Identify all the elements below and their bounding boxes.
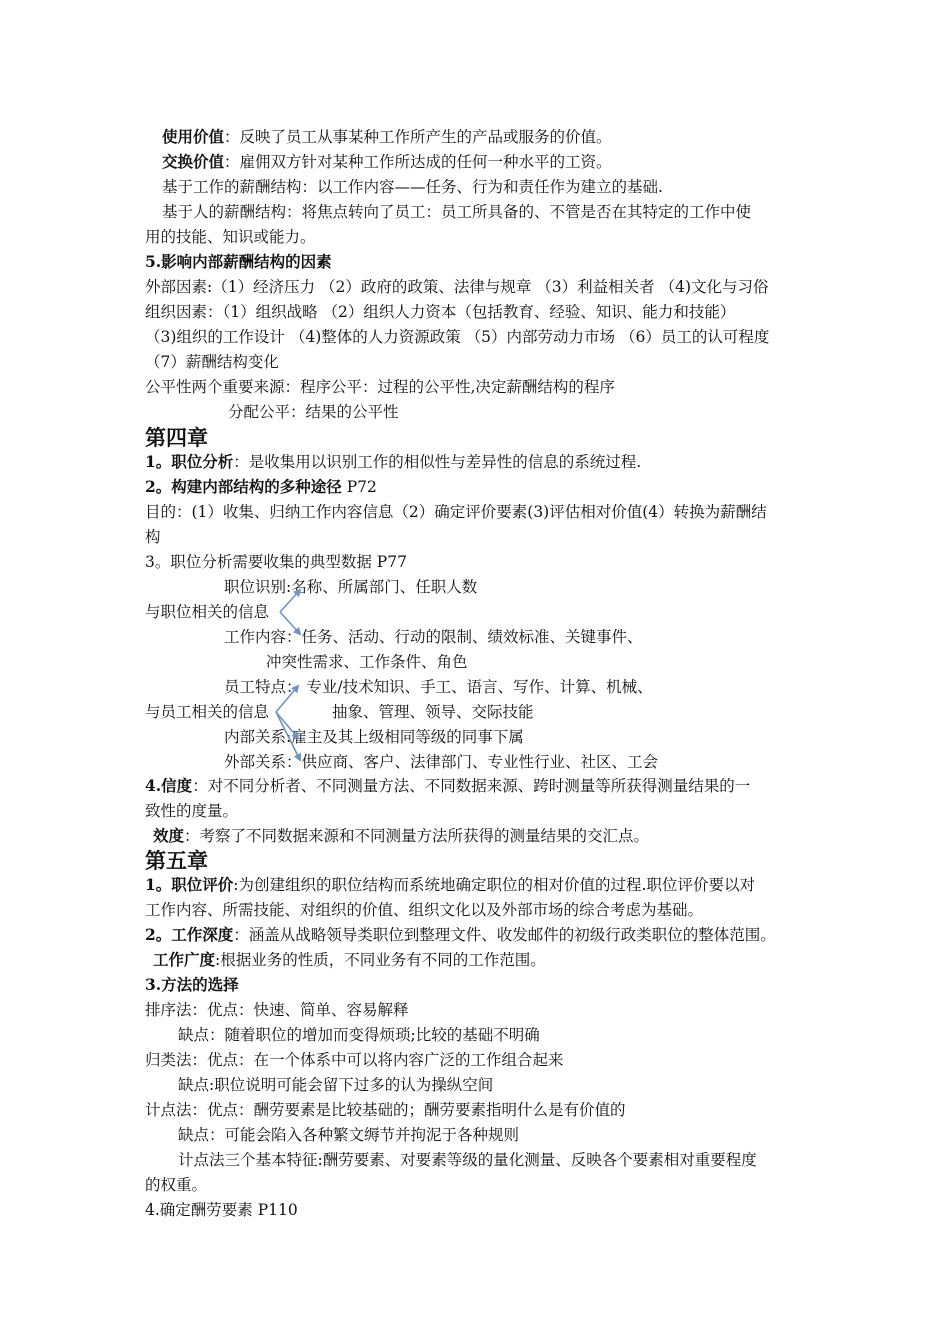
chapter-heading: 第四章	[145, 426, 208, 450]
text-line: 3。职位分析需要收集的典型数据 P77	[145, 553, 407, 571]
text-line: 致性的度量。	[145, 802, 239, 820]
text-line: 工作内容、所需技能、对组织的价值、组织文化以及外部市场的综合考虑为基础。	[145, 901, 704, 919]
text-line: 与职位相关的信息	[145, 603, 270, 621]
text-line: 的权重。	[145, 1176, 208, 1194]
text-line: 4.确定酬劳要素 P110	[145, 1201, 298, 1219]
text-line: 冲突性需求、工作条件、角色	[266, 653, 468, 671]
text-line: 缺点：可能会陷入各种繁文缛节并拘泥于各种规则	[178, 1126, 520, 1144]
page-ref: P72	[341, 478, 377, 496]
definition: ：反映了员工从事某种工作所产生的产品或服务的价值。	[224, 128, 612, 146]
text-line	[145, 477, 377, 497]
text-line: 分配公平：结果的公平性	[228, 403, 399, 421]
text-line: 抽象、管理、领导、交际技能	[332, 703, 534, 721]
term-exchange-value: 交换价值	[162, 152, 225, 171]
text-line: 用的技能、知识或能力。	[145, 228, 316, 246]
text-line: 组织因素：（1）组织战略 （2）组织人力资本（包括教育、经验、知识、能力和技能）	[145, 303, 736, 321]
text-line: 基于人的薪酬结构：将焦点转向了员工：员工所具备的、不管是否在其特定的工作中使	[162, 203, 752, 221]
text-line: 工作内容：任务、活动、行动的限制、绩效标准、关键事件、	[224, 628, 643, 646]
text-line	[145, 875, 755, 895]
term-reliability: 4.信度	[145, 776, 193, 795]
text-line: 外部关系：供应商、客户、法律部门、专业性行业、社区、工会	[224, 753, 659, 771]
text-line: 与员工相关的信息	[145, 703, 270, 721]
text-line: 职位识别:名称、所属部门、任职人数	[224, 578, 478, 596]
text-line: 基于工作的薪酬结构：以工作内容——任务、行为和责任作为建立的基础.	[162, 178, 663, 196]
text-line: 计点法三个基本特征:酬劳要素、对要素等级的量化测量、反映各个要素相对重要程度	[178, 1151, 757, 1169]
text-line: 构	[145, 528, 161, 546]
definition: ：雇佣双方针对某种工作所达成的任何一种水平的工资。	[224, 153, 612, 171]
text-line: 公平性两个重要来源：程序公平：过程的公平性,决定薪酬结构的程序	[145, 378, 615, 396]
text-line: （7）薪酬结构变化	[145, 353, 279, 371]
text-line: 内部关系:雇主及其上级相同等级的同事下属	[224, 728, 524, 746]
chapter-heading: 第五章	[145, 849, 208, 873]
definition: :根据业务的性质，不同业务有不同的工作范围。	[215, 951, 546, 969]
text-line	[145, 452, 641, 472]
text-line	[145, 925, 776, 945]
term-job-depth: 2。工作深度	[145, 925, 234, 944]
term-use-value: 使用价值	[162, 127, 225, 146]
text-line	[162, 152, 612, 172]
text-line: 外部因素:（1）经济压力 （2）政府的政策、法律与规章 （3）利益相关者 （4)文化与习俗	[145, 278, 769, 296]
term-job-evaluation: 1。职位评价	[145, 875, 234, 894]
text-line: 排序法：优点：快速、简单、容易解释	[145, 1001, 409, 1019]
text-line: 缺点：随着职位的增加而变得烦琐;比较的基础不明确	[178, 1026, 540, 1044]
text-line	[153, 950, 546, 970]
definition: ：是收集用以识别工作的相似性与差异性的信息的系统过程.	[233, 453, 642, 471]
section-heading: 3.方法的选择	[145, 975, 239, 994]
definition: :为创建组织的职位结构而系统地确定职位的相对价值的过程.职位评价要以对	[233, 876, 755, 894]
text-line: 计点法：优点：酬劳要素是比较基础的；酬劳要素指明什么是有价值的	[145, 1101, 626, 1119]
text-line: 归类法：优点：在一个体系中可以将内容广泛的工作组合起来	[145, 1051, 564, 1069]
definition: ：对不同分析者、不同测量方法、不同数据来源、跨时测量等所获得测量结果的一	[192, 777, 751, 795]
term-job-analysis: 1。职位分析	[145, 452, 234, 471]
section-heading: 5.影响内部薪酬结构的因素	[145, 252, 332, 271]
definition: ：考察了不同数据来源和不同测量方法所获得的测量结果的交汇点。	[184, 827, 650, 845]
term-structure-approaches: 2。构建内部结构的多种途径	[145, 477, 342, 496]
text-line	[153, 826, 649, 846]
text-line: 员工特点： 专业/技术知识、手工、语言、写作、计算、机械、	[224, 678, 653, 696]
text-line: 目的：(1）收集、归纳工作内容信息（2）确定评价要素(3)评估相对价值(4）转换为薪酬结	[145, 503, 767, 521]
text-line	[162, 127, 612, 147]
term-job-breadth: 工作广度	[153, 950, 216, 969]
text-line: 缺点:职位说明可能会留下过多的认为操纵空间	[178, 1076, 494, 1094]
text-line: （3)组织的工作设计 （4)整体的人力资源政策 （5）内部劳动力市场 （6）员工的认可程度	[145, 328, 770, 346]
term-validity: 效度	[153, 826, 185, 845]
definition: ：涵盖从战略领导类职位到整理文件、收发邮件的初级行政类职位的整体范围。	[233, 926, 776, 944]
text-line	[145, 776, 750, 796]
